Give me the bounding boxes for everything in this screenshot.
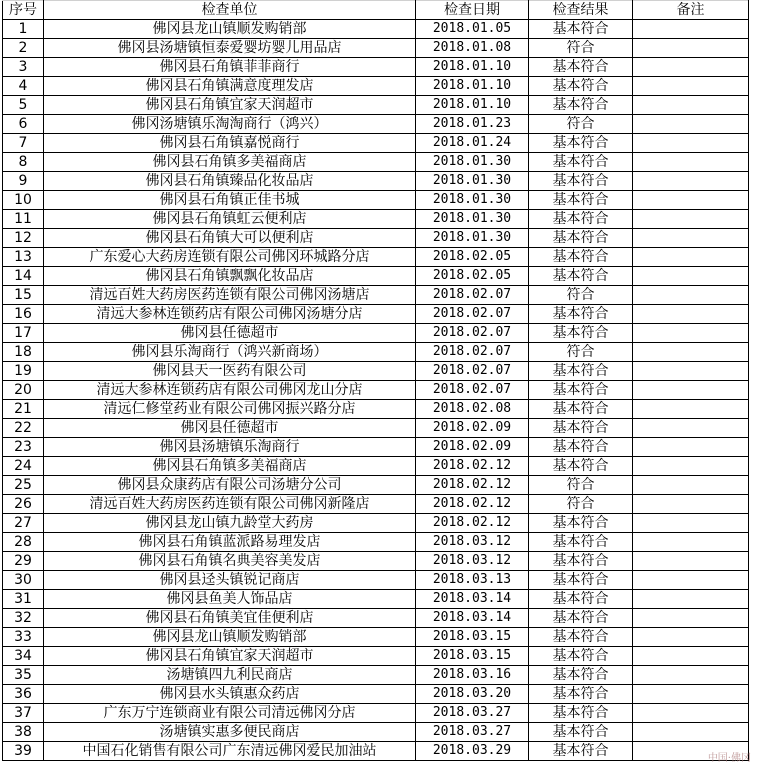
table-row — [3, 571, 749, 590]
row-date: 2018.02.05 — [416, 267, 529, 286]
table-row — [3, 495, 749, 514]
row-no: 38 — [3, 723, 44, 742]
row-date: 2018.02.05 — [416, 248, 529, 267]
row-result: 基本符合 — [529, 134, 633, 153]
row-no: 1 — [3, 20, 44, 39]
table-row — [3, 286, 749, 305]
row-result: 基本符合 — [529, 324, 633, 343]
row-note — [633, 172, 749, 191]
table-row — [3, 666, 749, 685]
table-row — [3, 39, 749, 58]
row-result: 基本符合 — [529, 305, 633, 324]
table-row — [3, 305, 749, 324]
row-note — [633, 77, 749, 96]
row-date: 2018.02.12 — [416, 457, 529, 476]
row-no: 18 — [3, 343, 44, 362]
row-result: 基本符合 — [529, 267, 633, 286]
table-row — [3, 191, 749, 210]
row-note — [633, 267, 749, 286]
row-date: 2018.02.12 — [416, 495, 529, 514]
table-row — [3, 552, 749, 571]
row-unit: 佛冈县石角镇名典美容美发店 — [44, 552, 416, 571]
row-date: 2018.03.14 — [416, 609, 529, 628]
row-note — [633, 704, 749, 723]
row-date: 2018.03.16 — [416, 666, 529, 685]
row-note — [633, 305, 749, 324]
row-no: 20 — [3, 381, 44, 400]
header-no: 序号 — [3, 1, 44, 20]
row-result: 基本符合 — [529, 229, 633, 248]
table-row — [3, 58, 749, 77]
row-unit: 佛冈县任德超市 — [44, 324, 416, 343]
row-unit: 佛冈县石角镇菲菲商行 — [44, 58, 416, 77]
row-unit: 佛冈县石角镇满意度理发店 — [44, 77, 416, 96]
row-date: 2018.03.13 — [416, 571, 529, 590]
inspection-table — [2, 0, 749, 761]
row-result: 基本符合 — [529, 609, 633, 628]
table-row — [3, 628, 749, 647]
row-unit: 清远百姓大药房医药连锁有限公司佛冈新隆店 — [44, 495, 416, 514]
row-result: 符合 — [529, 39, 633, 58]
row-date: 2018.03.29 — [416, 742, 529, 761]
table-row — [3, 438, 749, 457]
row-note — [633, 286, 749, 305]
row-result: 基本符合 — [529, 438, 633, 457]
row-no: 26 — [3, 495, 44, 514]
row-date: 2018.01.30 — [416, 191, 529, 210]
row-no: 39 — [3, 742, 44, 761]
row-unit: 清远百姓大药房医药连锁有限公司佛冈汤塘店 — [44, 286, 416, 305]
table-row — [3, 115, 749, 134]
row-no: 4 — [3, 77, 44, 96]
row-note — [633, 514, 749, 533]
row-no: 22 — [3, 419, 44, 438]
row-result: 符合 — [529, 476, 633, 495]
row-unit: 佛冈县石角镇多美福商店 — [44, 153, 416, 172]
row-unit: 佛冈县石角镇嘉悦商行 — [44, 134, 416, 153]
row-date: 2018.03.27 — [416, 723, 529, 742]
table-row — [3, 343, 749, 362]
table-body — [3, 20, 749, 761]
row-no: 34 — [3, 647, 44, 666]
row-note — [633, 590, 749, 609]
table-row — [3, 476, 749, 495]
row-result: 基本符合 — [529, 153, 633, 172]
row-result: 符合 — [529, 343, 633, 362]
row-no: 12 — [3, 229, 44, 248]
row-date: 2018.03.15 — [416, 628, 529, 647]
row-no: 3 — [3, 58, 44, 77]
row-no: 36 — [3, 685, 44, 704]
row-unit: 佛冈县鱼美人饰品店 — [44, 590, 416, 609]
table-row — [3, 324, 749, 343]
table-header-row — [3, 1, 749, 20]
row-unit: 汤塘镇实惠多便民商店 — [44, 723, 416, 742]
row-date: 2018.02.09 — [416, 438, 529, 457]
header-unit: 检查单位 — [44, 1, 416, 20]
row-no: 16 — [3, 305, 44, 324]
row-no: 29 — [3, 552, 44, 571]
row-date: 2018.02.07 — [416, 362, 529, 381]
row-unit: 佛冈县迳头镇锐记商店 — [44, 571, 416, 590]
row-date: 2018.01.30 — [416, 229, 529, 248]
row-result: 基本符合 — [529, 590, 633, 609]
row-result: 基本符合 — [529, 628, 633, 647]
row-result: 基本符合 — [529, 704, 633, 723]
row-result: 基本符合 — [529, 571, 633, 590]
row-note — [633, 647, 749, 666]
row-result: 基本符合 — [529, 514, 633, 533]
row-note — [633, 229, 749, 248]
row-note — [633, 58, 749, 77]
row-no: 23 — [3, 438, 44, 457]
row-no: 35 — [3, 666, 44, 685]
row-result: 基本符合 — [529, 58, 633, 77]
row-date: 2018.01.24 — [416, 134, 529, 153]
row-unit: 佛冈县石角镇飘飘化妆品店 — [44, 267, 416, 286]
row-unit: 佛冈县乐淘商行（鸿兴新商场） — [44, 343, 416, 362]
table-row — [3, 248, 749, 267]
row-unit: 佛冈县石角镇臻品化妆品店 — [44, 172, 416, 191]
row-date: 2018.02.07 — [416, 286, 529, 305]
row-unit: 佛冈县众康药店有限公司汤塘分公司 — [44, 476, 416, 495]
row-unit: 佛冈县任德超市 — [44, 419, 416, 438]
row-unit: 佛冈县龙山镇九龄堂大药房 — [44, 514, 416, 533]
row-unit: 佛冈县石角镇多美福商店 — [44, 457, 416, 476]
row-no: 7 — [3, 134, 44, 153]
row-date: 2018.03.20 — [416, 685, 529, 704]
row-date: 2018.02.08 — [416, 400, 529, 419]
row-no: 28 — [3, 533, 44, 552]
table-row — [3, 514, 749, 533]
row-result: 基本符合 — [529, 77, 633, 96]
row-note — [633, 438, 749, 457]
row-result: 基本符合 — [529, 723, 633, 742]
row-note — [633, 666, 749, 685]
table-row — [3, 400, 749, 419]
row-result: 基本符合 — [529, 666, 633, 685]
row-date: 2018.03.12 — [416, 552, 529, 571]
row-result: 基本符合 — [529, 172, 633, 191]
row-result: 基本符合 — [529, 96, 633, 115]
row-date: 2018.01.30 — [416, 153, 529, 172]
row-no: 31 — [3, 590, 44, 609]
row-no: 27 — [3, 514, 44, 533]
row-note — [633, 381, 749, 400]
row-date: 2018.03.12 — [416, 533, 529, 552]
watermark-logo: 中国·佛冈 — [707, 753, 751, 764]
table-row — [3, 609, 749, 628]
table-row — [3, 153, 749, 172]
table-row — [3, 381, 749, 400]
row-unit: 佛冈县龙山镇顺发购销部 — [44, 20, 416, 39]
row-note — [633, 609, 749, 628]
table-row — [3, 210, 749, 229]
table-row — [3, 590, 749, 609]
row-note — [633, 362, 749, 381]
row-result: 基本符合 — [529, 685, 633, 704]
row-note — [633, 552, 749, 571]
row-date: 2018.02.07 — [416, 343, 529, 362]
row-no: 11 — [3, 210, 44, 229]
row-date: 2018.03.14 — [416, 590, 529, 609]
row-no: 17 — [3, 324, 44, 343]
row-date: 2018.02.07 — [416, 305, 529, 324]
row-no: 2 — [3, 39, 44, 58]
table-row — [3, 704, 749, 723]
row-unit: 广东爱心大药房连锁有限公司佛冈环城路分店 — [44, 248, 416, 267]
row-unit: 中国石化销售有限公司广东清远佛冈爱民加油站 — [44, 742, 416, 761]
table-row — [3, 362, 749, 381]
row-result: 符合 — [529, 495, 633, 514]
row-date: 2018.01.23 — [416, 115, 529, 134]
row-date: 2018.03.27 — [416, 704, 529, 723]
row-date: 2018.01.05 — [416, 20, 529, 39]
row-unit: 佛冈县龙山镇顺发购销部 — [44, 628, 416, 647]
row-note — [633, 571, 749, 590]
row-no: 13 — [3, 248, 44, 267]
table-row — [3, 533, 749, 552]
row-date: 2018.02.12 — [416, 476, 529, 495]
row-no: 33 — [3, 628, 44, 647]
row-no: 15 — [3, 286, 44, 305]
row-date: 2018.01.30 — [416, 210, 529, 229]
table-row — [3, 172, 749, 191]
row-note — [633, 685, 749, 704]
row-unit: 佛冈县石角镇宜家天润超市 — [44, 96, 416, 115]
row-unit: 佛冈县石角镇蓝派路易理发店 — [44, 533, 416, 552]
row-result: 基本符合 — [529, 191, 633, 210]
row-unit: 汤塘镇四九利民商店 — [44, 666, 416, 685]
row-no: 5 — [3, 96, 44, 115]
row-unit: 佛冈县汤塘镇恒泰爱婴坊婴儿用品店 — [44, 39, 416, 58]
row-note — [633, 324, 749, 343]
table-row — [3, 20, 749, 39]
row-note — [633, 134, 749, 153]
row-unit: 佛冈县石角镇大可以便利店 — [44, 229, 416, 248]
row-result: 基本符合 — [529, 400, 633, 419]
table-row — [3, 96, 749, 115]
row-date: 2018.01.10 — [416, 96, 529, 115]
row-note — [633, 96, 749, 115]
row-no: 24 — [3, 457, 44, 476]
row-unit: 佛冈汤塘镇乐淘淘商行（鸿兴） — [44, 115, 416, 134]
row-note — [633, 628, 749, 647]
row-result: 基本符合 — [529, 20, 633, 39]
row-unit: 清远仁修堂药业有限公司佛冈振兴路分店 — [44, 400, 416, 419]
row-unit: 佛冈县石角镇正佳书城 — [44, 191, 416, 210]
table-row — [3, 723, 749, 742]
row-date: 2018.02.12 — [416, 514, 529, 533]
row-note — [633, 476, 749, 495]
row-no: 10 — [3, 191, 44, 210]
row-no: 30 — [3, 571, 44, 590]
row-note — [633, 153, 749, 172]
table-row — [3, 419, 749, 438]
row-date: 2018.01.10 — [416, 58, 529, 77]
row-unit: 佛冈县石角镇美宜佳便利店 — [44, 609, 416, 628]
row-note — [633, 495, 749, 514]
row-note — [633, 419, 749, 438]
row-no: 9 — [3, 172, 44, 191]
table-row — [3, 77, 749, 96]
row-result: 基本符合 — [529, 647, 633, 666]
row-note — [633, 457, 749, 476]
row-date: 2018.02.07 — [416, 324, 529, 343]
table-row — [3, 457, 749, 476]
row-no: 6 — [3, 115, 44, 134]
row-result: 基本符合 — [529, 533, 633, 552]
row-result: 基本符合 — [529, 457, 633, 476]
row-result: 基本符合 — [529, 210, 633, 229]
table-row — [3, 685, 749, 704]
row-no: 19 — [3, 362, 44, 381]
row-note — [633, 191, 749, 210]
header-date: 检查日期 — [416, 1, 529, 20]
row-note — [633, 115, 749, 134]
row-unit: 清远大参林连锁药店有限公司佛冈汤塘分店 — [44, 305, 416, 324]
row-note — [633, 20, 749, 39]
row-unit: 广东万宁连锁商业有限公司清远佛冈分店 — [44, 704, 416, 723]
row-no: 37 — [3, 704, 44, 723]
row-no: 8 — [3, 153, 44, 172]
row-result: 基本符合 — [529, 248, 633, 267]
header-note: 备注 — [633, 1, 749, 20]
table-row — [3, 742, 749, 761]
row-note — [633, 343, 749, 362]
row-no: 32 — [3, 609, 44, 628]
table-row — [3, 647, 749, 666]
table-row — [3, 229, 749, 248]
row-result: 基本符合 — [529, 742, 633, 761]
header-result: 检查结果 — [529, 1, 633, 20]
row-no: 25 — [3, 476, 44, 495]
row-unit: 佛冈县石角镇虹云便利店 — [44, 210, 416, 229]
row-unit: 佛冈县天一医药有限公司 — [44, 362, 416, 381]
row-date: 2018.02.09 — [416, 419, 529, 438]
row-result: 基本符合 — [529, 419, 633, 438]
row-note — [633, 39, 749, 58]
row-result: 符合 — [529, 115, 633, 134]
row-date: 2018.01.10 — [416, 77, 529, 96]
table-row — [3, 134, 749, 153]
row-date: 2018.02.07 — [416, 381, 529, 400]
row-date: 2018.03.15 — [416, 647, 529, 666]
row-result: 基本符合 — [529, 552, 633, 571]
row-result: 基本符合 — [529, 362, 633, 381]
row-note — [633, 400, 749, 419]
row-note — [633, 533, 749, 552]
row-note — [633, 723, 749, 742]
row-note — [633, 248, 749, 267]
table-row — [3, 267, 749, 286]
row-no: 21 — [3, 400, 44, 419]
row-no: 14 — [3, 267, 44, 286]
row-result: 基本符合 — [529, 381, 633, 400]
row-result: 符合 — [529, 286, 633, 305]
row-note — [633, 210, 749, 229]
row-date: 2018.01.30 — [416, 172, 529, 191]
row-unit: 佛冈县汤塘镇乐淘商行 — [44, 438, 416, 457]
row-date: 2018.01.08 — [416, 39, 529, 58]
row-unit: 佛冈县水头镇惠众药店 — [44, 685, 416, 704]
row-unit: 佛冈县石角镇宜家天润超市 — [44, 647, 416, 666]
row-unit: 清远大参林连锁药店有限公司佛冈龙山分店 — [44, 381, 416, 400]
